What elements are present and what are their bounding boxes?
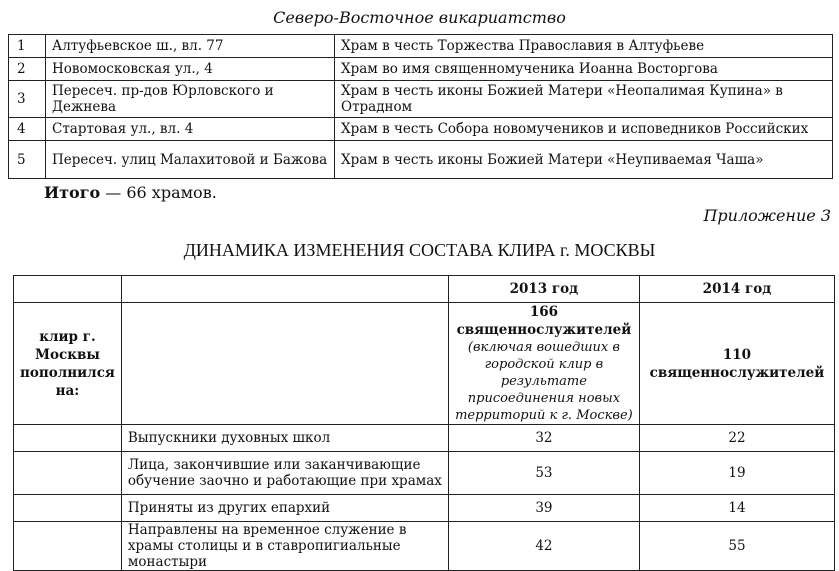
empty-cell — [14, 425, 122, 452]
church-name: Храм в честь Торжества Православия в Алтуфьеве — [335, 35, 833, 58]
vicariate-title: Северо-Восточное викариатство — [273, 8, 566, 27]
header-row — [14, 276, 835, 303]
row-number: 1 — [9, 35, 46, 58]
base-2013-cell — [448, 303, 639, 425]
church-address: Алтуфьевское ш., вл. 77 — [46, 35, 335, 58]
table-row — [9, 81, 833, 118]
base-2013-value: 166 священнослужителей — [456, 304, 632, 338]
total-value: 66 храмов. — [126, 183, 217, 202]
table-row — [14, 425, 835, 452]
church-name: Храм в честь Собора новомучеников и исповедников Российских — [335, 118, 833, 141]
church-name: Храм в честь иконы Божией Матери «Неупиваемая Чаша» — [335, 141, 833, 179]
row-number: 4 — [9, 118, 46, 141]
row-category: Приняты из других епархий — [121, 495, 448, 522]
value-2014: 22 — [639, 425, 834, 452]
empty-cell — [14, 276, 122, 303]
base-2014-value: 110 священнослужителей — [649, 346, 825, 381]
row-label: клир г. Москвы пополнился на: — [14, 303, 122, 425]
value-2013: 32 — [448, 425, 639, 452]
value-2014: 55 — [639, 522, 834, 571]
table-row — [14, 495, 835, 522]
year-2014-header: 2014 год — [639, 276, 834, 303]
table-row — [9, 35, 833, 58]
row-category: Выпускники духовных школ — [121, 425, 448, 452]
value-2013: 42 — [448, 522, 639, 571]
church-address: Пересеч. улиц Малахитовой и Бажова — [46, 141, 335, 179]
value-2013: 39 — [448, 495, 639, 522]
church-address: Новомосковская ул., 4 — [46, 58, 335, 81]
row-number: 2 — [9, 58, 46, 81]
value-2013: 53 — [448, 452, 639, 495]
base-2013-note: (включая вошедших в городской клир в результате присоединения новых территорий к г. Москве) — [455, 340, 633, 423]
total-label: Итого — [44, 183, 101, 202]
empty-cell — [14, 495, 122, 522]
table-row — [14, 522, 835, 571]
clergy-table — [13, 275, 835, 571]
table-row — [14, 452, 835, 495]
year-2013-header: 2013 год — [448, 276, 639, 303]
table-row — [9, 141, 833, 179]
row-category: Лица, закончившие или заканчивающие обучение заочно и работающие при храмах — [121, 452, 448, 495]
church-name: Храм в честь иконы Божией Матери «Неопалимая Купина» в Отрадном — [335, 81, 833, 118]
appendix-label: Приложение 3 — [703, 206, 831, 225]
empty-cell — [14, 522, 122, 571]
table-title: ДИНАМИКА ИЗМЕНЕНИЯ СОСТАВА КЛИРА г. МОСКВЫ — [183, 240, 656, 260]
church-name: Храм во имя священномученика Иоанна Восторгова — [335, 58, 833, 81]
table-row — [9, 58, 833, 81]
empty-cell — [121, 303, 448, 425]
empty-cell — [121, 276, 448, 303]
church-address: Пересеч. пр-дов Юрловского и Дежнева — [46, 81, 335, 118]
total-dash: — — [100, 183, 127, 202]
total-line — [44, 183, 217, 202]
value-2014: 14 — [639, 495, 834, 522]
churches-table — [8, 34, 833, 179]
base-row — [14, 303, 835, 425]
empty-cell — [14, 452, 122, 495]
row-category: Направлены на временное служение в храмы столицы и в ставропигиальные монастыри — [121, 522, 448, 571]
base-2014-cell — [639, 303, 834, 425]
value-2014: 19 — [639, 452, 834, 495]
table-row — [9, 118, 833, 141]
row-number: 5 — [9, 141, 46, 179]
row-number: 3 — [9, 81, 46, 118]
church-address: Стартовая ул., вл. 4 — [46, 118, 335, 141]
